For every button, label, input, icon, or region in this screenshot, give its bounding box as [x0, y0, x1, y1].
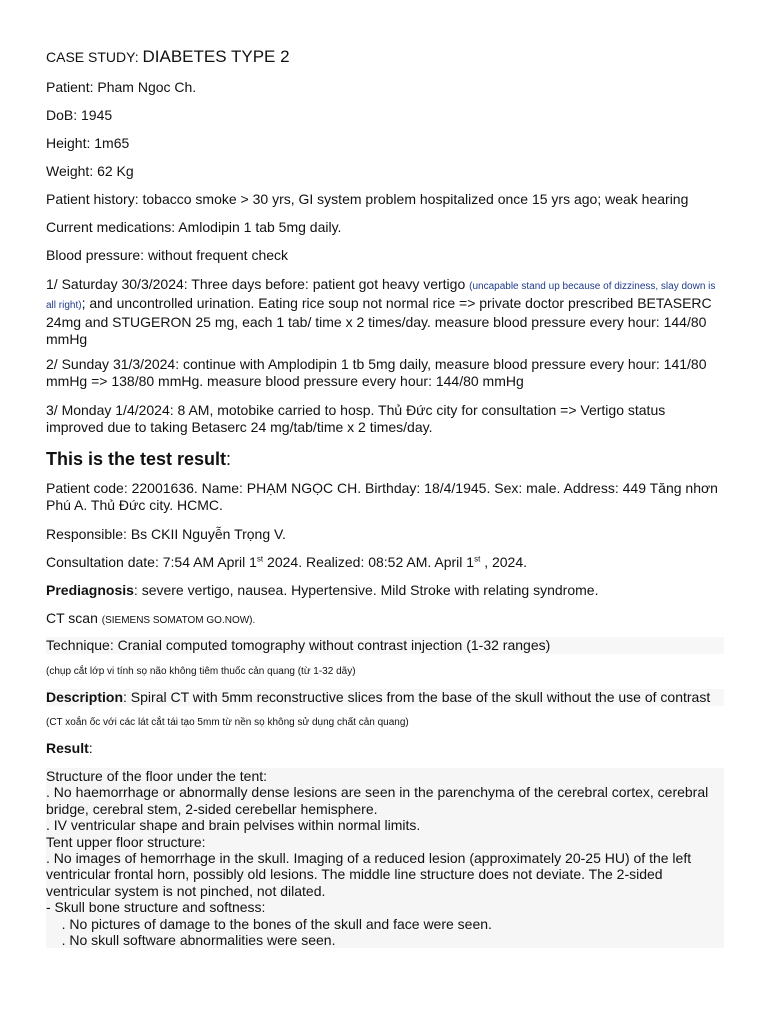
- result-box: [46, 768, 724, 948]
- current-medications: Current medications: Amlodipin 1 tab 5mg daily.: [46, 219, 342, 235]
- blood-pressure: Blood pressure: without frequent check: [46, 247, 289, 263]
- description: [46, 689, 724, 706]
- result-line: - Skull bone structure and softness:: [46, 899, 266, 916]
- result-line: . No images of hemorrhage in the skull. Imaging of a reduced lesion (approximately 20-25 HU) of the left ventricular frontal horn, possibly old lesions. The middle line structure does not deviate. The 2-sided ventricular system is not pinched, not dilated.: [46, 850, 695, 899]
- timeline-day3: 3/ Monday 1/4/2024: 8 AM, motobike carried to hosp. Thủ Đức city for consultation => Vertigo status improved due to taking Betaserc 24 mg/tab/time x 2 times/day.: [46, 402, 666, 435]
- consultation-date-a: Consultation date: 7:54 AM April 1: [46, 554, 257, 570]
- case-study-prefix: CASE STUDY:: [46, 49, 139, 65]
- result-line: Structure of the floor under the tent:: [46, 768, 268, 784]
- prediagnosis: [46, 582, 724, 599]
- case-study-title: [46, 48, 724, 66]
- result-line: . No skull software abnormalities were seen.: [46, 932, 336, 949]
- ct-scan: [46, 610, 724, 627]
- case-study-name: DIABETES TYPE 2: [142, 47, 290, 66]
- consultation-date-sup2: st: [474, 554, 481, 564]
- patient-code: Patient code: 22001636. Name: PHẠM NGỌC CH. Birthday: 18/4/1945. Sex: male. Address: 449 Tăng nhơn Phú A. Thủ Đức city. HCMC.: [46, 480, 718, 513]
- timeline-day1-note: (uncapable stand up because of dizziness, slay down is all right): [46, 281, 716, 311]
- consultation-date-c: , 2024.: [480, 554, 528, 570]
- result-line: . No pictures of damage to the bones of the skull and face were seen.: [46, 915, 492, 932]
- description-label: Description: [46, 689, 124, 705]
- result-line: Tent upper floor structure:: [46, 833, 206, 850]
- technique: Technique: Cranial computed tomography without contrast injection (1-32 ranges): [46, 637, 724, 654]
- timeline-day1-intro: 1/ Saturday 30/3/2024: Three days before: patient got heavy vertigo: [46, 276, 470, 292]
- timeline-day1: [46, 276, 724, 348]
- consultation-date-b: 2024. Realized: 08:52 AM. April 1: [263, 554, 475, 570]
- patient-height: Height: 1m65: [46, 135, 130, 151]
- result-line: . IV ventricular shape and brain pelvises within normal limits.: [46, 817, 421, 834]
- ct-scan-device: (SIEMENS SOMATOM GO.NOW).: [101, 615, 256, 626]
- patient-history: Patient history: tobacco smoke > 30 yrs, GI system problem hospitalized once 15 yrs ago; weak hearing: [46, 191, 689, 207]
- consultation-date-sup1: st: [256, 554, 264, 564]
- prediagnosis-label: Prediagnosis: [46, 582, 134, 598]
- test-result-heading-colon: :: [226, 449, 232, 469]
- test-result-heading-text: This is the test result: [46, 449, 227, 469]
- test-result-heading: [46, 448, 724, 470]
- timeline-day1-detail: ; and uncontrolled urination. Eating rice soup not normal rice => private doctor prescribed BETASERC 24mg and STUGERON 25 mg, each 1 tab/ time x 2 times/day. measure blood pressure every hour: 144/80 mmHg: [46, 295, 712, 347]
- prediagnosis-text: : severe vertigo, nausea. Hypertensive. Mild Stroke with relating syndrome.: [133, 582, 599, 598]
- responsible-doctor: Responsible: Bs CKII Nguyễn Trọng V.: [46, 526, 286, 542]
- description-text: : Spiral CT with 5mm reconstructive slices from the base of the skull without the use of contrast: [123, 689, 711, 705]
- patient-name: Patient: Pham Ngoc Ch.: [46, 79, 197, 95]
- result-label: Result: [46, 740, 89, 756]
- result-line: . No haemorrhage or abnormally dense lesions are seen in the parenchyma of the cerebral cortex, cerebral bridge, cerebral stem, 2-sided cerebellar hemisphere.: [46, 784, 713, 817]
- technique-vietnamese: (chụp cắt lớp vi tính sọ não không tiêm thuốc cản quang (từ 1-32 dãy): [46, 666, 356, 677]
- ct-scan-label: CT scan: [46, 610, 102, 626]
- consultation-date: [46, 554, 724, 571]
- timeline-day2: 2/ Sunday 31/3/2024: continue with Amplodipin 1 tb 5mg daily, measure blood pressure every hour: 141/80 mmHg => 138/80 mmHg. measure blood pressure every hour: 144/80 mmHg: [46, 356, 707, 389]
- result-colon: :: [88, 740, 93, 756]
- patient-dob: DoB: 1945: [46, 107, 113, 123]
- patient-weight: Weight: 62 Kg: [46, 163, 134, 179]
- description-vietnamese: (CT xoắn ốc với các lát cắt tái tạo 5mm từ nền sọ không sử dụng chất cản quang): [46, 717, 409, 728]
- result-heading: [46, 740, 724, 757]
